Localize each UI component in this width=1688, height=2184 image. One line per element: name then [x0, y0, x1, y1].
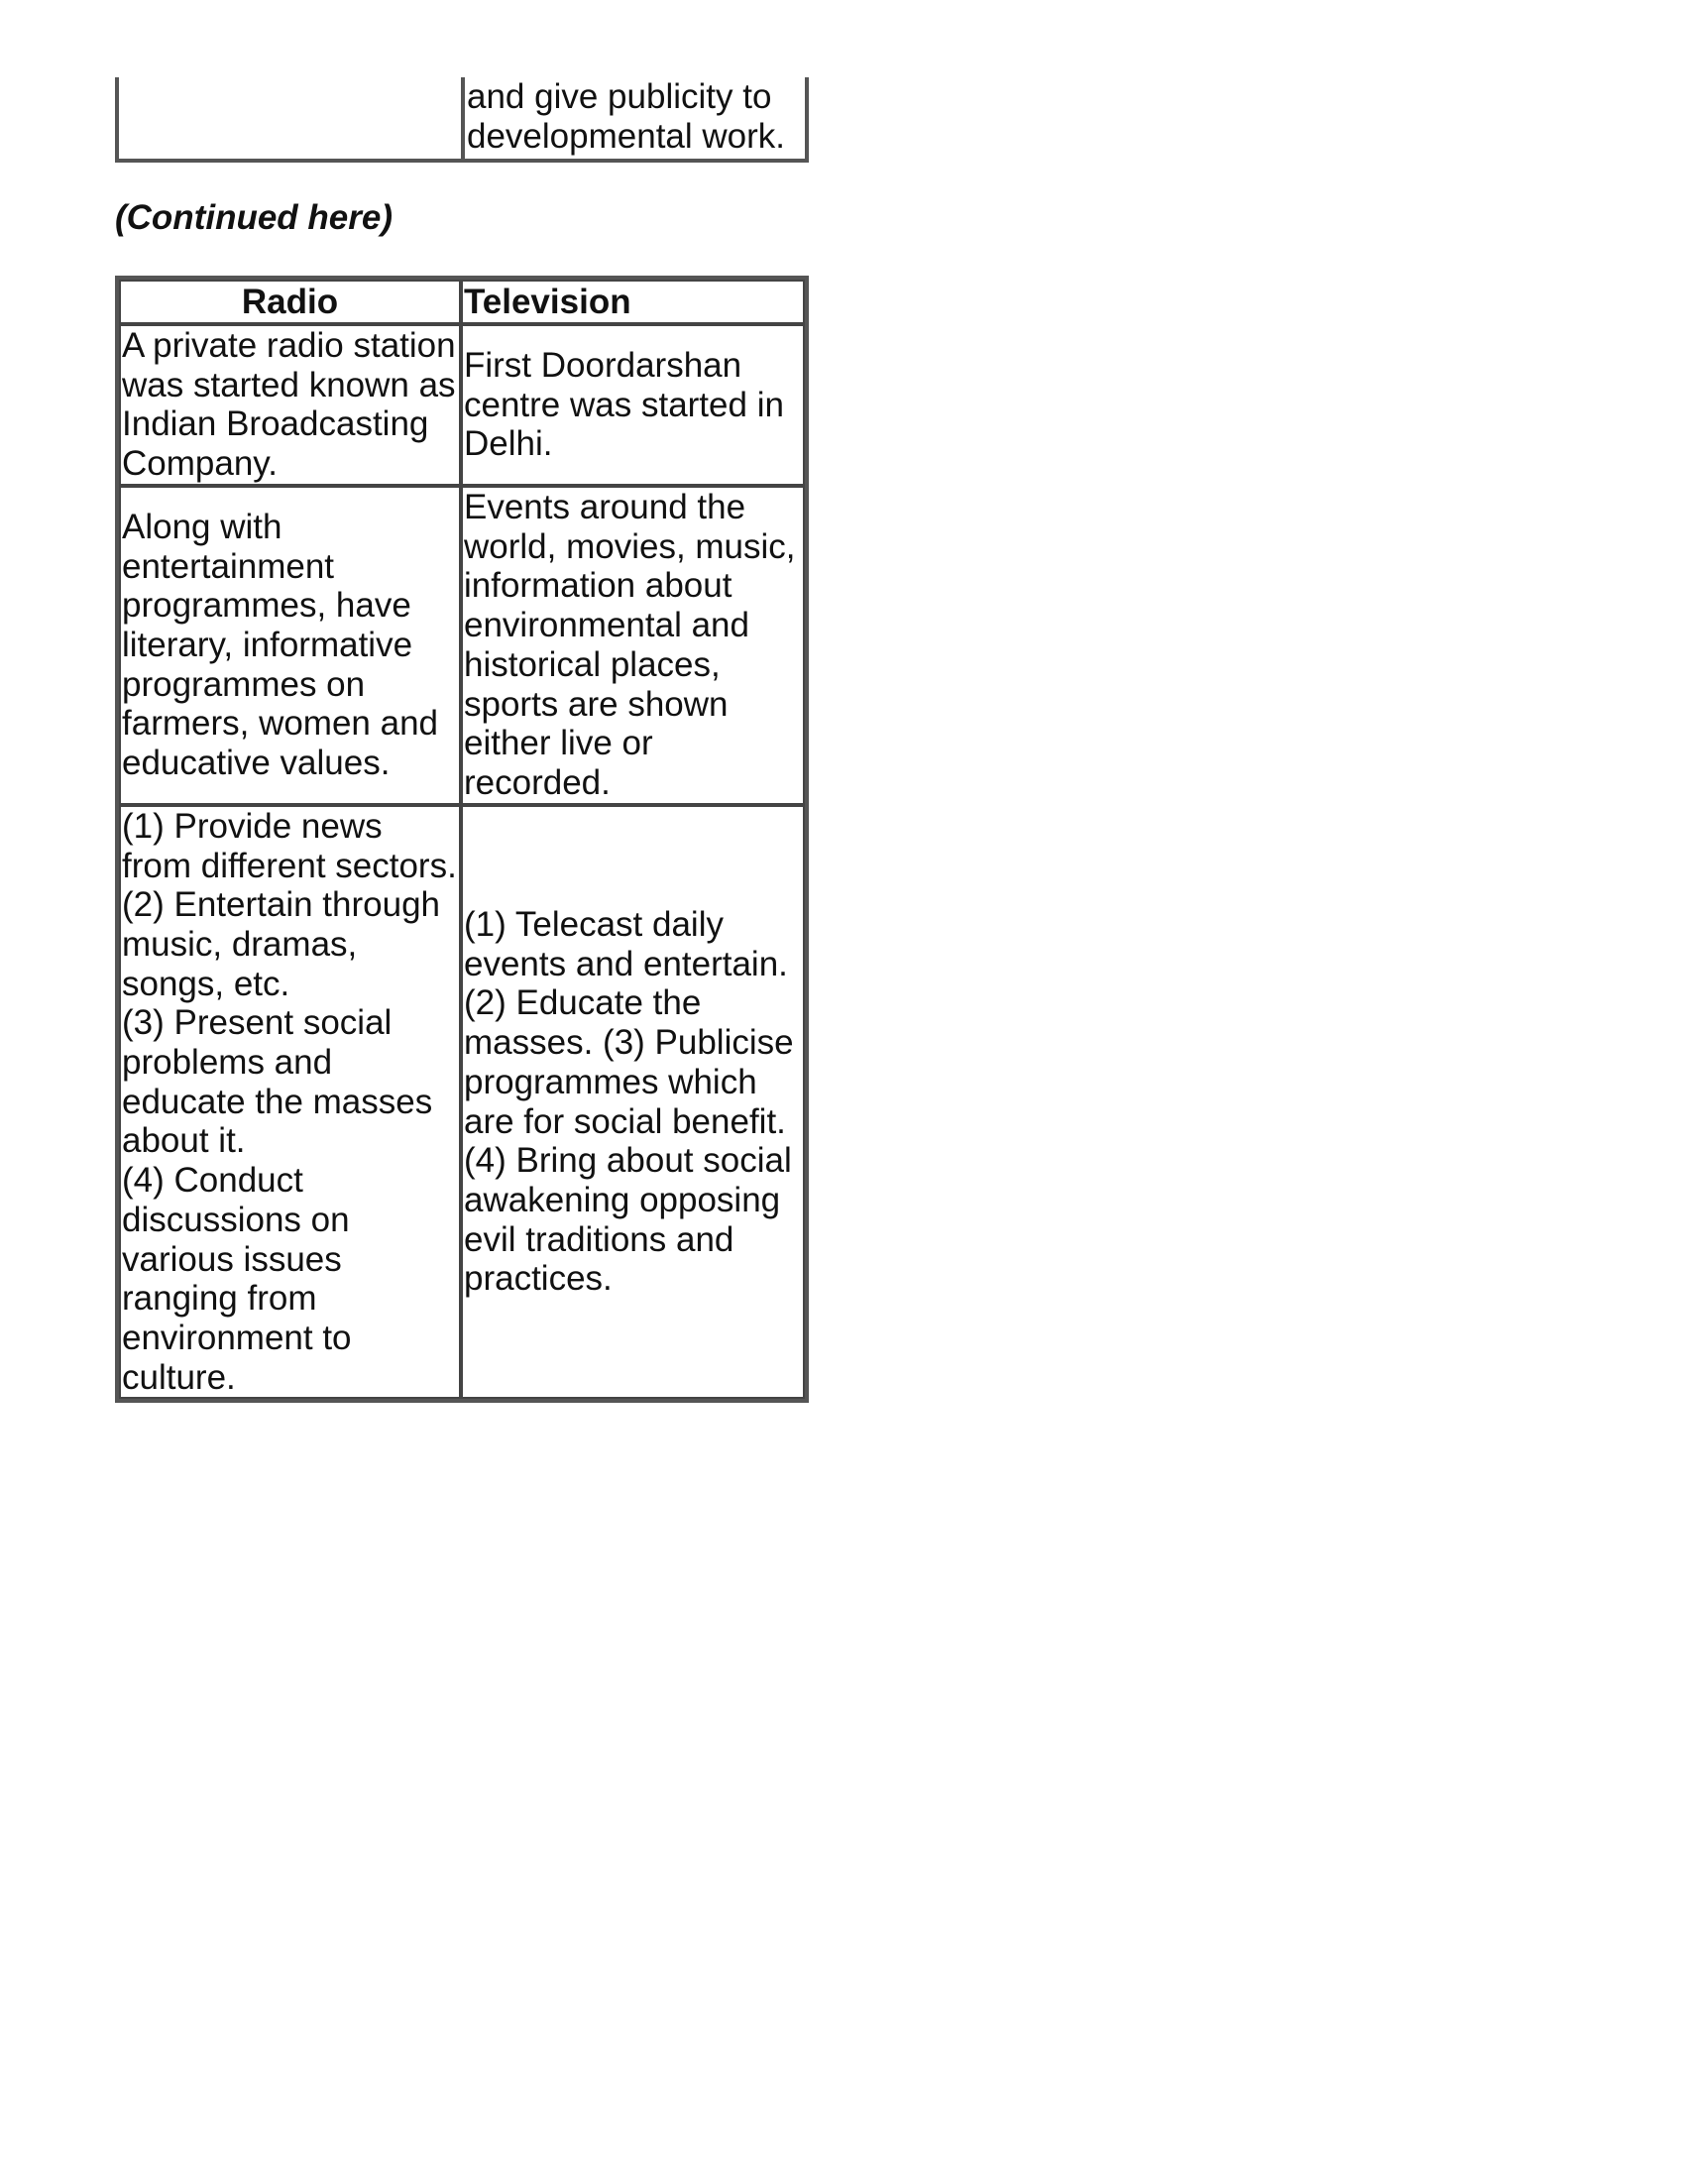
television-cell: First Doordarshan centre was started in Delhi. — [461, 324, 805, 486]
radio-cell: (1) Provide news from different sectors. (2) Entertain through music, dramas, songs, etc. (3) Present social problems and educate the masses about it. (4) Conduct discussions on various issues ranging from environment to culture. — [119, 805, 461, 1400]
radio-cell: Along with entertainment programmes, have literary, informative programmes on farmers, women and educative values. — [119, 486, 461, 805]
table-row — [119, 805, 805, 1400]
television-cell: Events around the world, movies, music, information about environmental and historical places, sports are shown either live or recorded. — [461, 486, 805, 805]
header-television: Television — [461, 280, 805, 324]
table-row — [119, 486, 805, 805]
fragment-cell-text: and give publicity to developmental work. — [467, 77, 785, 156]
table-header-row — [119, 280, 805, 324]
television-cell: (1) Telecast daily events and entertain. (2) Educate the masses. (3) Publicise programmes which are for social benefit. (4) Bring about social awakening opposing evil traditions and practices. — [461, 805, 805, 1400]
continued-label: (Continued here) — [115, 198, 393, 237]
previous-table-fragment — [115, 77, 809, 163]
header-radio: Radio — [119, 280, 461, 324]
radio-cell: A private radio station was started known as Indian Broadcasting Company. — [119, 324, 461, 486]
radio-television-table — [115, 276, 809, 1403]
table-row — [119, 324, 805, 486]
column-divider — [461, 77, 465, 159]
